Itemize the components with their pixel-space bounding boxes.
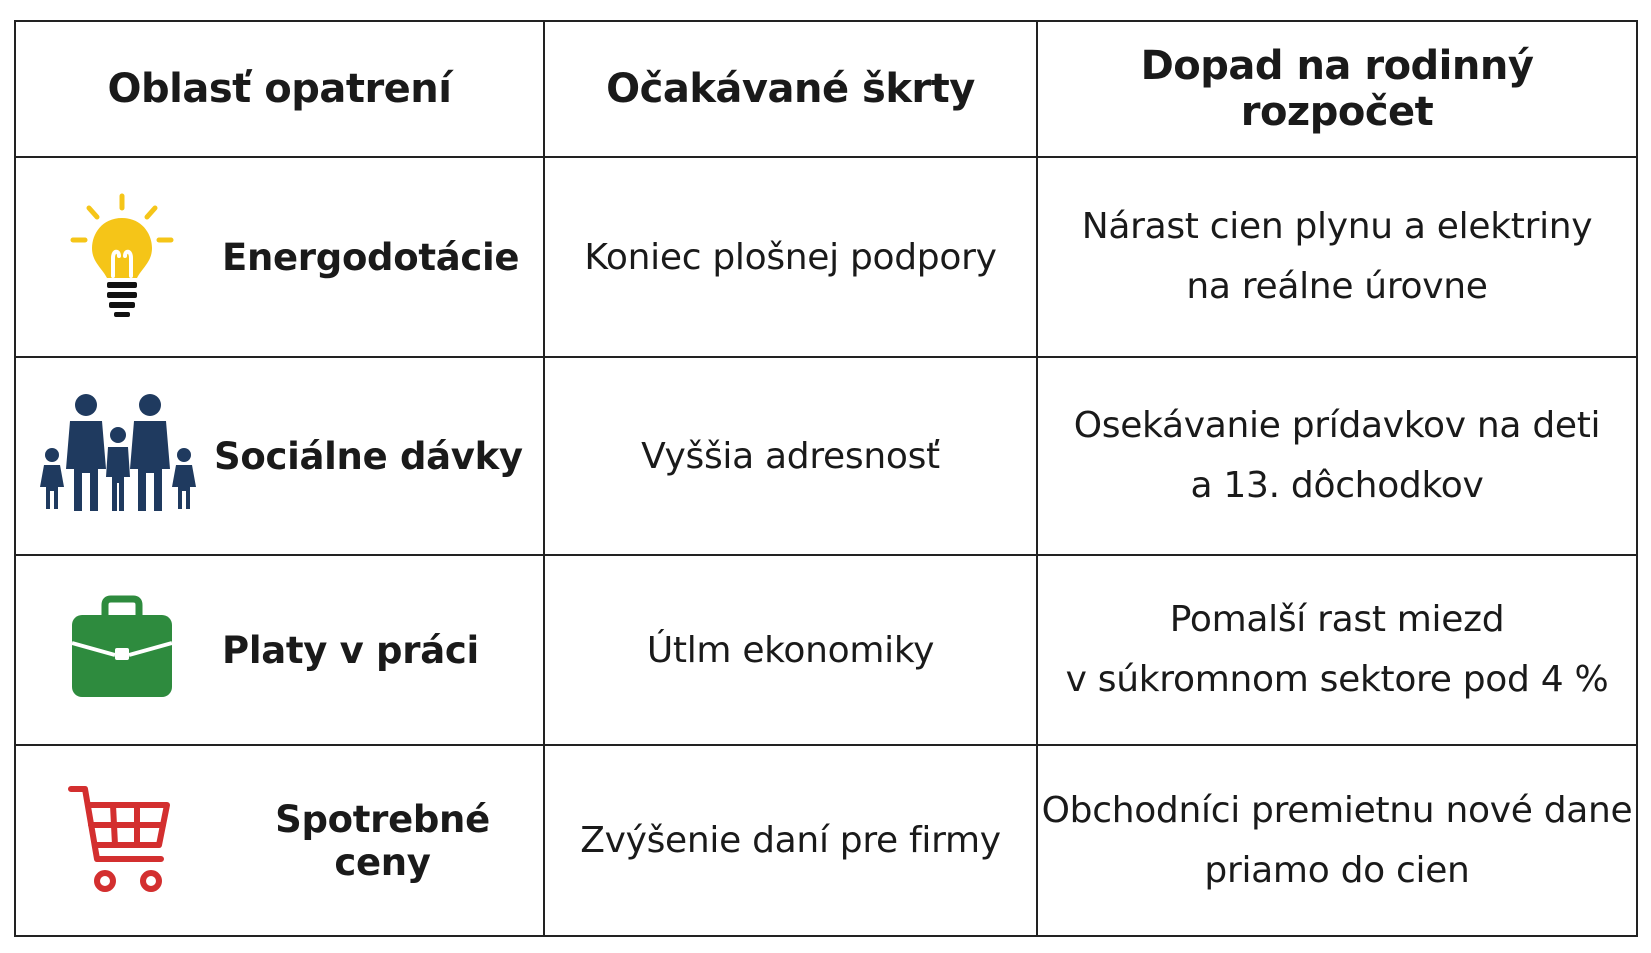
impact-line: Pomalší rast miezd <box>1169 599 1505 640</box>
impact-line: a 13. dôchodkov <box>1190 465 1484 506</box>
cuts-cell: Zvýšenie daní pre firmy <box>545 746 1038 935</box>
table-row-area-cell <box>16 746 545 935</box>
area-label: Energodotácie <box>222 235 520 279</box>
table-row-area-cell <box>16 158 545 358</box>
impact-line: v súkromnom sektore pod 4 % <box>1065 659 1609 700</box>
impact-line: priamo do cien <box>1204 849 1470 891</box>
header-area: Oblasť opatrení <box>16 22 545 158</box>
header-cuts: Očakávané škrty <box>545 22 1038 158</box>
header-impact: Dopad na rodinný rozpočet <box>1038 22 1636 158</box>
family-icon <box>34 386 202 526</box>
table-row-area-cell <box>16 556 545 746</box>
area-label: Sociálne dávky <box>214 434 523 478</box>
area-label: Spotrebné ceny <box>275 797 490 884</box>
impact-line: Osekávanie prídavkov na deti <box>1073 405 1601 446</box>
cuts-cell: Vyššia adresnosť <box>545 358 1038 556</box>
cuts-cell: Koniec plošnej podpory <box>545 158 1038 358</box>
impact-cell <box>1038 556 1636 746</box>
impact-line: na reálne úrovne <box>1186 266 1488 307</box>
briefcase-icon <box>42 580 202 720</box>
impact-cell <box>1038 746 1636 935</box>
lightbulb-icon <box>42 187 202 327</box>
cuts-cell: Útlm ekonomiky <box>545 556 1038 746</box>
area-label: Platy v práci <box>222 628 479 672</box>
impact-cell <box>1038 358 1636 556</box>
table-row-area-cell <box>16 358 545 556</box>
impact-cell <box>1038 158 1636 358</box>
impact-line: Nárast cien plynu a elektriny <box>1081 206 1593 247</box>
impact-line: Obchodníci premietnu nové dane <box>1041 789 1633 831</box>
shopping-cart-icon <box>42 771 202 911</box>
measures-table <box>14 20 1638 937</box>
